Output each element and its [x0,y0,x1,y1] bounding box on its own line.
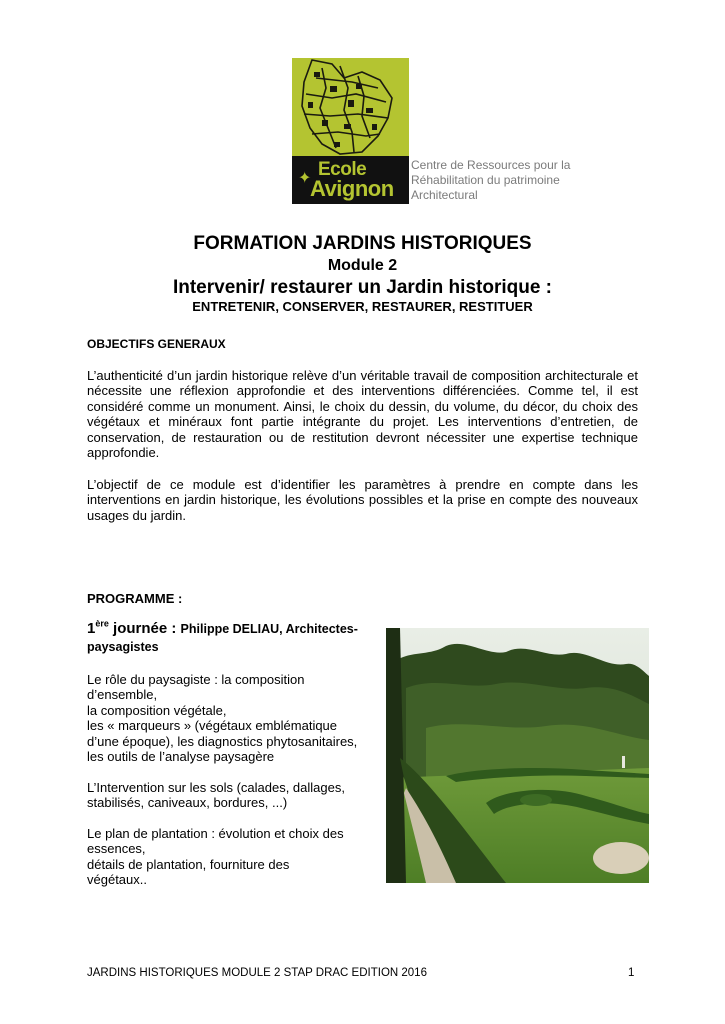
garden-photo [386,628,649,883]
text-line: végétaux.. [87,872,147,888]
page-footer: JARDINS HISTORIQUES MODULE 2 STAP DRAC EDITION 2016 [87,967,427,979]
logo-ecole: Ecole [318,159,367,180]
programme-block-3 [87,826,377,888]
text-line: d’ensemble, [87,687,158,703]
day-superscript: ère [95,618,109,629]
page-number: 1 [628,967,635,979]
text-line: détails de plantation, fourniture des [87,856,290,872]
day-speaker: Philippe DELIAU, Architectes-paysagistes [87,622,358,654]
flame-icon: ✦ [298,170,312,187]
day-one-heading [87,620,387,656]
text-line: les outils de l’analyse paysagère [87,749,275,765]
ecole-avignon-logo [292,58,409,204]
objectifs-paragraph-1: L’authenticité d’un jardin historique relève d’un véritable travail de composition architecturale et nécessite une réflexion approfondie et des interventions différenciées. Comme tel, il est considéré comme un monument. Ainsi, le choix du dessin, du volume, du décor, du choix des végétaux et minéraux font partie intégrante du projet. Les interventions d’entretien, de conservation, de restauration ou de restitution devront nécessiter une expertise technique approfondie. [87,368,638,461]
text-line: d’une époque), les diagnostics phytosanitaires, [87,733,358,749]
text-line: stabilisés, caniveaux, bordures, ...) [87,795,288,811]
logo-avignon: Avignon [310,176,394,201]
text-line: la composition végétale, [87,702,227,718]
text-line: essences, [87,841,146,857]
city-map-illustration [292,58,409,156]
objectifs-heading: OBJECTIFS GENERAUX [87,337,226,351]
text-line: Le plan de plantation : évolution et choix des [87,826,344,841]
programme-block-1 [87,672,377,764]
text-line: Le rôle du paysagiste : la composition [87,672,305,687]
intervenir-title: Intervenir/ restaurer un Jardin historique : [172,277,553,298]
centre-de-ressources-caption: Centre de Ressources pour la Réhabilitation du patrimoine Architectural [411,158,571,202]
text-line: les « marqueurs » (végétaux emblématique [87,718,338,734]
objectifs-paragraph-2: L’objectif de ce module est d’identifier les paramètres à prendre en compte dans les interventions en jardin historique, les évolutions possibles et la prise en compte des nouveaux usages du jardin. [87,477,638,523]
programme-block-2 [87,780,377,811]
day-label: journée : [108,620,181,637]
entretenir-subtitle: ENTRETENIR, CONSERVER, RESTAURER, RESTITUER [192,299,533,314]
programme-heading: PROGRAMME : [87,591,183,606]
module-title: Module 2 [327,257,398,274]
formation-title: FORMATION JARDINS HISTORIQUES [193,233,532,254]
day-number: 1 [87,620,96,637]
text-line: L’Intervention sur les sols (calades, dallages, [87,780,345,795]
